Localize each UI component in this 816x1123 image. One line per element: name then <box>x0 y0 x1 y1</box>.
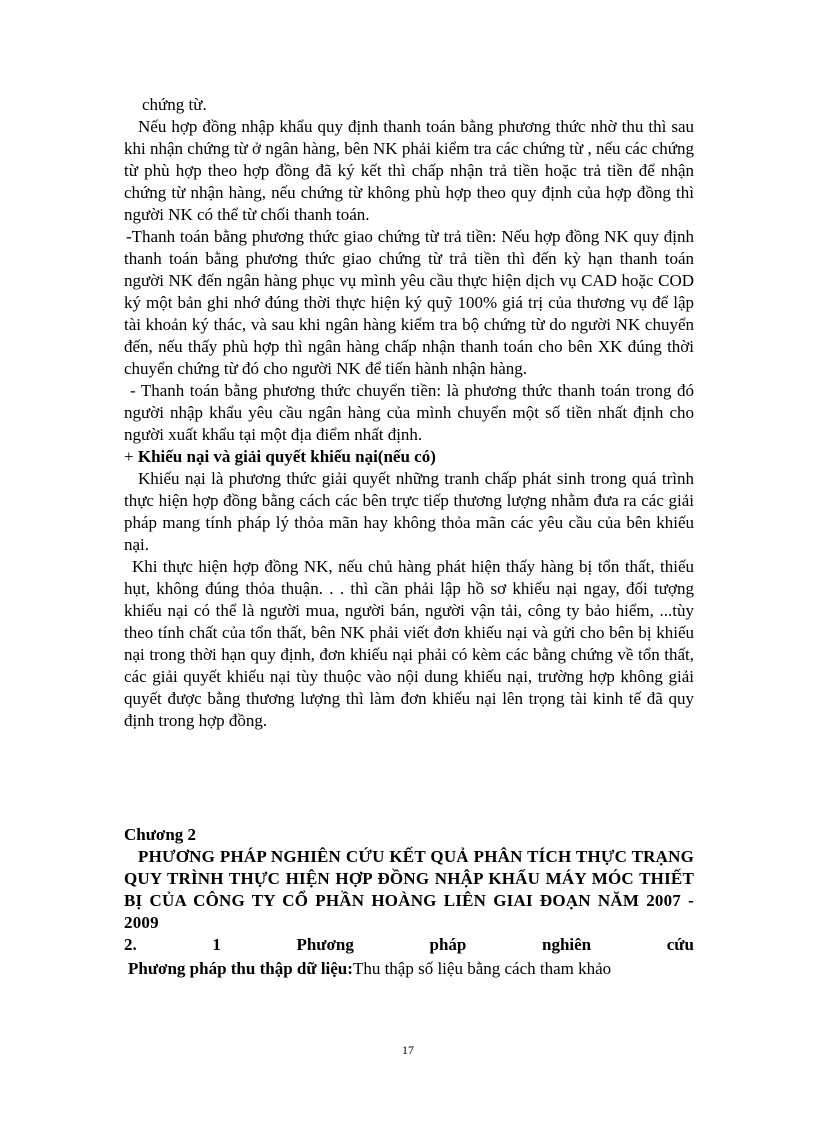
section-word: cứu <box>666 935 694 954</box>
paragraph-continuation: chứng từ. <box>142 95 207 114</box>
method-text: Thu thập số liệu bằng cách tham khảo <box>352 959 612 978</box>
claim-heading-prefix: + <box>124 447 138 466</box>
claim-heading <box>124 446 694 468</box>
section-word: pháp <box>429 935 467 954</box>
claim-heading-text: Khiếu nại và giải quyết khiếu nại(nếu có) <box>137 447 436 466</box>
paragraph-collection-payment: Nếu hợp đồng nhập khẩu quy định thanh toán bằng phương thức nhờ thu thì sau khi nhận chứng từ ở ngân hàng, bên NK phải kiểm tra các chứng từ , nếu các chứng từ phù hợp theo hợp đồng đã ký kết thì chấp nhận trả tiền hoặc trả tiền để nhận chứng từ nhận hàng, nếu chứng từ không phù hợp theo quy định của hợp đồng thì người NK có thể từ chối thanh toán. <box>124 117 694 224</box>
paragraph-transfer-payment: - Thanh toán bằng phương thức chuyển tiền: là phương thức thanh toán trong đó người nhập khẩu yêu cầu ngân hàng của mình chuyển một số tiền nhất định cho người xuất khẩu tại một địa điểm nhất định. <box>124 381 694 444</box>
section-word: nghiên <box>541 935 592 954</box>
section-heading <box>124 934 694 956</box>
chapter-title: Chương 2 <box>124 825 197 844</box>
method-label: Phương pháp thu thập dữ liệu: <box>128 959 353 978</box>
section-word: 1 <box>212 935 221 954</box>
page-number: 17 <box>402 1043 414 1057</box>
section-word: Phương <box>296 935 354 954</box>
paragraph-cad-payment: -Thanh toán bằng phương thức giao chứng từ trả tiền: Nếu hợp đồng NK quy định thanh toán bằng phương thức giao chứng từ trả tiền thì đến kỳ hạn thanh toán người NK đến ngân hàng phục vụ mình yêu cầu thực hiện dịch vụ CAD hoặc COD ký một bản ghi nhớ đúng thời thực hiện ký quỹ 100% giá trị của thương vụ để lập tài khoản ký thác, và sau khi ngân hàng kiểm tra bộ chứng từ do người NK chuyển đến, nếu thấy phù hợp thì ngân hàng chấp nhận thanh toán cho bên XK đúng thời chuyển chứng từ đó cho người NK để tiến hành nhận hàng. <box>124 227 694 378</box>
document-body <box>124 94 694 980</box>
chapter-heading: PHƯƠNG PHÁP NGHIÊN CỨU KẾT QUẢ PHÂN TÍCH THỰC TRẠNG QUY TRÌNH THỰC HIỆN HỢP ĐỒNG NHẬP KHẨU MÁY MÓC THIẾT BỊ CỦA CÔNG TY CỔ PHẦN HOÀNG LIÊN GIAI ĐOẠN NĂM 2007 - 2009 <box>124 847 694 932</box>
vertical-spacer <box>124 732 694 824</box>
paragraph-claim-definition: Khiếu nại là phương thức giải quyết những tranh chấp phát sinh trong quá trình thực hiện hợp đồng bằng cách các bên trực tiếp thương lượng nhằm đưa ra các giải pháp mang tính pháp lý thỏa mãn hay không thỏa mãn các yêu cầu của bên khiếu nại. <box>124 469 694 554</box>
section-word: 2. <box>124 935 137 954</box>
method-line <box>124 958 694 980</box>
paragraph-claim-procedure: Khi thực hiện hợp đồng NK, nếu chủ hàng phát hiện thấy hàng bị tổn thất, thiếu hụt, không đúng thỏa thuận. . . thì cần phải lập hồ sơ khiếu nại ngay, đối tượng khiếu nại có thể là người mua, người bán, người vận tải, công ty bảo hiểm, ...tùy theo tính chất của tổn thất, bên NK phải viết đơn khiếu nại và gửi cho bên bị khiếu nại trong thời hạn quy định, đơn khiếu nại phải có kèm các bằng chứng về tổn thất, các giải quyết khiếu nại tùy thuộc vào nội dung khiếu nại, trường hợp không giải quyết được bằng thương lượng thì làm đơn khiếu nại lên trọng tài kinh tế đã quy định trong hợp đồng. <box>124 557 694 730</box>
